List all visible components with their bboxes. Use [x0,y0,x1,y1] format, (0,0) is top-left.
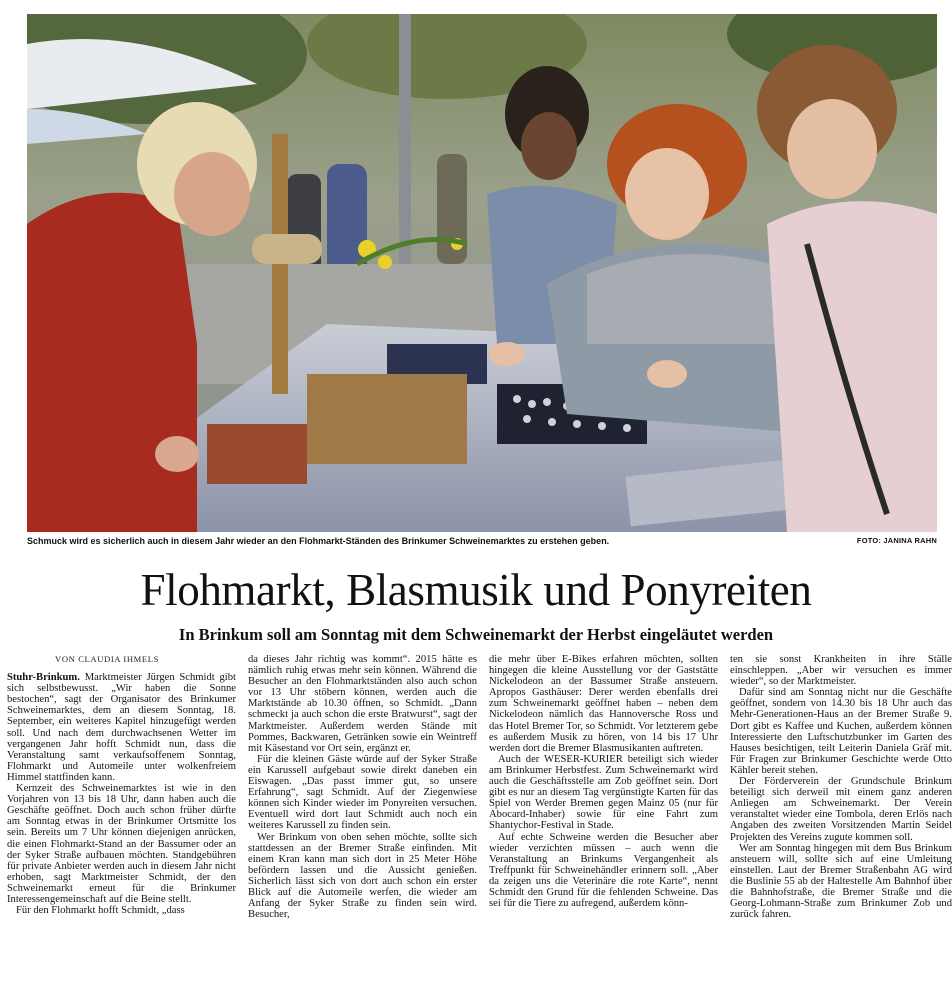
photo-credit: FOTO: JANINA RAHN [856,536,937,545]
article-column-1 [7,654,236,999]
article-paragraph: Dafür sind am Sonntag nicht nur die Geschäfte geöffnet, sondern von 14.30 bis 18 Uhr auch das Mehr-Generationen-Haus an der Bremer Straße 9. Dort gibt es Kaffee und Kuchen, außerdem können Interessierte den Luftschutzbunker im Garten des Hauses besichtigen, teilt Leiterin Daniela Gräf mit. Für Fragen zur Brinkumer Geschichte werde Otto Kähler bereit stehen. [730,687,952,776]
article-headline: Flohmarkt, Blasmusik und Ponyreiten [140,565,812,615]
article-paragraph: ten sie sonst Krankheiten in ihre Ställe einschleppen. „Aber wir versuchen es immer wieder“, so der Marktmeister. [730,654,952,688]
article-paragraph: Wer am Sonntag hingegen mit dem Bus Brinkum ansteuern will, sollte sich auf eine Umleitung einstellen. Laut der Bremer Straßenbahn AG wird die Buslinie 55 ab der Haltestelle Am Bahnhof über die Bahnhofstraße, die Bremer Straße und die Georg-Lohmann-Straße zum Brinkumer Zob und zurück fahren. [730,842,952,921]
article-subheadline: In Brinkum soll am Sonntag mit dem Schweinemarkt der Herbst eingeläutet werden [178,625,774,644]
article-paragraph: Für den Flohmarkt hofft Schmidt, „dass [16,905,185,917]
market-photo-illustration [27,14,937,532]
article-column-3 [489,654,718,999]
article-paragraph: da dieses Jahr richtig was kommt“. 2015 hätte es nämlich ruhig etwas mehr sein können. Während die Besucher an den Flohmarktständen also auch schon vor 13 Uhr stöbern können, werden auch die Marktstände ab 10.30 öffnen, so Schmidt. „Dann schmeckt ja auch schon die erste Bratwurst“, sagt der Marktmeister. Außerdem werden Stände mit Pommes, Backwaren, Getränken sowie ein Weintreff mit Käsestand vor Ort sein, ergänzt er. [248,654,477,754]
article-paragraph: Auch der WESER-KURIER beteiligt sich wieder am Brinkumer Herbstfest. Zum Schweinemarkt wird auch die Geschäftsstelle am Zob geöffnet sein. Dort gibt es nur an diesem Tag vergünstigte Karten für das Spiel von Werder Bremen gegen Mainz 05 (nur für Abocard-Inhaber) sowie für eine Fahrt zum Shantychor-Festival in Stade. [489,753,718,832]
article-body [7,654,952,999]
article-paragraph: Stuhr-Brinkum. Marktmeister Jürgen Schmidt gibt sich selbstbewusst. „Wir haben die Sonne bestochen“, sagt der Organisator des Brinkumer Schweinemarktes, dem an diesem Sonntag, 18. September, ein weiteres Kapitel hinzugefügt werden soll. Und nach dem durchwachsenen Wetter im vergangenen Jahr hofft Schmidt nun, dass die Veranstaltung samt verkaufsoffenem Sonntag, Flohmarkt und Automeile unter wolkenfreiem Himmel stattfinden kann. [7,672,236,783]
article-column-4 [730,654,952,999]
byline: VON CLAUDIA IHMELS [55,654,159,664]
article-paragraph: Kernzeit des Schweinemarktes ist wie in den Vorjahren von 13 bis 18 Uhr, dann haben auch die Geschäfte geöffnet. Doch auch schon früher dürfte am Sonntag etwas in der Brinkumer Ortsmitte los sein. Bereits um 7 Uhr können diejenigen anrücken, die einen Flohmarkt-Stand an der Bassumer oder an der Syker Straße aufbauen möchten. Standgebühren für private Anbieter werden auch in diesem Jahr nicht erhoben, sagt Marktmeister Schmidt, der den Schweinemarkt erneut für die Brinkumer Interessengemeinschaft auf die Beine stellt. [7,783,236,905]
article-paragraph: Der Förderverein der Grundschule Brinkum beteiligt sich derweil mit einem ganz anderen Anliegen am Schweinemarkt. Der Verein veranstaltet wieder eine Tombola, deren Erlös nach Angaben des zweiten Vorsitzenden Martin Seidel Projekten des Vereins zugute kommen soll. [730,776,952,843]
photo-caption-row [27,536,937,550]
article-paragraph: Für die kleinen Gäste würde auf der Syker Straße ein Karussell aufgebaut sowie direkt daneben ein Eiswagen. „Das passt immer gut, so unsere Erfahrung“, sagt Schmidt. Auf der Ziegenwiese können sich Kinder wieder im Ponyreiten versuchen. Eventuell wird dort laut Schmidt auch noch ein weiteres Karussell zu finden sein. [248,753,477,832]
article-column-2 [248,654,477,999]
article-photo [27,14,937,532]
article-paragraph: Wer Brinkum von oben sehen möchte, sollte sich stattdessen an der Bremer Straße einfinden. Mit einem Kran kann man sich dort in 25 Meter Höhe befördern lassen und die Aussicht genießen. Sicherlich lässt sich von dort auch schon ein erster Blick auf die Automeile werfen, die wieder am Anfang der Syker Straße zu finden sein wird. Besucher, [248,831,477,921]
dateline: Stuhr-Brinkum. [7,672,80,684]
article-paragraph: Auf echte Schweine werden die Besucher aber wieder verzichten müssen – auch wenn die Veranstaltung an Brinkums Vergangenheit als Treffpunkt für Schweinehändler erinnern soll. „Aber da zeigen uns die Veterinäre die rote Karte“, nennt Schmidt den Grund für die fehlenden Schweine. Das sei für die Tiere zu aufregend, außerdem könn- [489,831,718,910]
article-paragraph: die mehr über E-Bikes erfahren möchten, sollten hingegen die kleine Ausstellung vor der Gaststätte Nickelodeon an der Bassumer Straße ansteuern. Apropos Gasthäuser: Derer werden ebenfalls drei zum Schweinemarkt geöffnet haben – neben dem Nickelodeon nämlich das Hannoversche Ross und das Hotel Bremer Tor, so Schmidt. Vor letzterem gebe es außerdem Musik zu hören, von 14 bis 17 Uhr werden dort die Bremer Blasmusikanten auftreten. [489,654,718,754]
photo-caption: Schmuck wird es sicherlich auch in diesem Jahr wieder an den Flohmarkt-Ständen des Brinkumer Schweinemarktes zu erstehen geben. [27,536,610,546]
